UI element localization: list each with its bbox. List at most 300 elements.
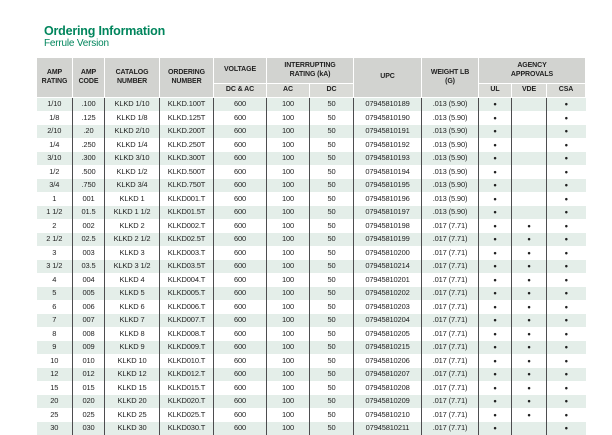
table-row: [37, 233, 586, 247]
ordering-number-cell: KLKD030.T: [160, 422, 214, 435]
vde-approval-cell: [512, 206, 547, 220]
vde-approval-cell: [512, 179, 547, 193]
ordering-number-cell: KLKD01.5T: [160, 206, 214, 220]
upc-cell: 07945810203: [354, 300, 422, 314]
interrupting-dc-cell: 50: [310, 219, 354, 233]
vde-approval-cell: [512, 111, 547, 125]
upc-cell: 07945810193: [354, 152, 422, 166]
interrupting-ac-cell: 100: [267, 233, 310, 247]
voltage-cell: 600: [214, 260, 267, 274]
catalog-number-cell: KLKD 20: [105, 395, 160, 409]
catalog-number-cell: KLKD 25: [105, 408, 160, 422]
interrupting-dc-cell: 50: [310, 98, 354, 112]
table-row: [37, 206, 586, 220]
csa-approval-cell: •: [547, 179, 586, 193]
col-header-weight: [422, 58, 479, 98]
upc-cell: 07945810189: [354, 98, 422, 112]
interrupting-dc-cell: 50: [310, 152, 354, 166]
amp-code-cell: 015: [73, 381, 105, 395]
amp-rating-cell: 8: [37, 327, 73, 341]
ul-approval-cell: •: [479, 287, 512, 301]
amp-rating-cell: 3/4: [37, 179, 73, 193]
voltage-cell: 600: [214, 219, 267, 233]
vde-approval-cell: [512, 165, 547, 179]
weight-cell: .017 (7.71): [422, 408, 479, 422]
catalog-number-cell: KLKD 9: [105, 341, 160, 355]
ordering-number-cell: KLKD001.T: [160, 192, 214, 206]
csa-approval-cell: •: [547, 206, 586, 220]
ordering-number-cell: KLKD010.T: [160, 354, 214, 368]
voltage-cell: 600: [214, 233, 267, 247]
table-row: [37, 260, 586, 274]
col-header-ordering-number-label: ORDERING NUMBER: [168, 69, 205, 85]
amp-code-cell: .300: [73, 152, 105, 166]
interrupting-ac-cell: 100: [267, 368, 310, 382]
upc-cell: 07945810208: [354, 381, 422, 395]
upc-cell: 07945810195: [354, 179, 422, 193]
ul-approval-cell: •: [479, 422, 512, 435]
interrupting-ac-cell: 100: [267, 138, 310, 152]
vde-approval-cell: [512, 138, 547, 152]
ul-approval-cell: •: [479, 273, 512, 287]
amp-code-cell: .125: [73, 111, 105, 125]
weight-cell: .017 (7.71): [422, 246, 479, 260]
weight-cell: .017 (7.71): [422, 273, 479, 287]
vde-approval-cell: [512, 192, 547, 206]
amp-code-cell: 020: [73, 395, 105, 409]
interrupting-dc-cell: 50: [310, 327, 354, 341]
weight-cell: .017 (7.71): [422, 422, 479, 435]
table-row: [37, 179, 586, 193]
subcol-header-dc-ac: DC & AC: [214, 84, 267, 98]
weight-cell: .017 (7.71): [422, 341, 479, 355]
voltage-cell: 600: [214, 354, 267, 368]
ul-approval-cell: •: [479, 219, 512, 233]
interrupting-dc-cell: 50: [310, 273, 354, 287]
subcol-header-vde: VDE: [512, 84, 547, 98]
vde-approval-cell: [512, 98, 547, 112]
amp-rating-cell: 7: [37, 314, 73, 328]
catalog-number-cell: KLKD 30: [105, 422, 160, 435]
weight-cell: .017 (7.71): [422, 233, 479, 247]
ordering-number-cell: KLKD025.T: [160, 408, 214, 422]
interrupting-dc-cell: 50: [310, 206, 354, 220]
amp-rating-cell: 1/10: [37, 98, 73, 112]
voltage-cell: 600: [214, 165, 267, 179]
ul-approval-cell: •: [479, 408, 512, 422]
interrupting-ac-cell: 100: [267, 341, 310, 355]
table-row: [37, 314, 586, 328]
voltage-cell: 600: [214, 179, 267, 193]
ordering-number-cell: KLKD020.T: [160, 395, 214, 409]
weight-cell: .013 (5.90): [422, 165, 479, 179]
col-header-amp-code-label: AMP CODE: [78, 69, 99, 85]
amp-code-cell: .250: [73, 138, 105, 152]
vde-approval-cell: •: [512, 381, 547, 395]
table-row: [37, 300, 586, 314]
catalog-number-cell: KLKD 2/10: [105, 125, 160, 139]
interrupting-dc-cell: 50: [310, 341, 354, 355]
interrupting-dc-cell: 50: [310, 408, 354, 422]
voltage-cell: 600: [214, 395, 267, 409]
weight-cell: .013 (5.90): [422, 206, 479, 220]
weight-cell: .017 (7.71): [422, 327, 479, 341]
voltage-cell: 600: [214, 368, 267, 382]
ordering-number-cell: KLKD.100T: [160, 98, 214, 112]
amp-code-cell: 006: [73, 300, 105, 314]
catalog-number-cell: KLKD 2: [105, 219, 160, 233]
catalog-number-cell: KLKD 8: [105, 327, 160, 341]
csa-approval-cell: •: [547, 165, 586, 179]
interrupting-ac-cell: 100: [267, 111, 310, 125]
ordering-number-cell: KLKD009.T: [160, 341, 214, 355]
ul-approval-cell: •: [479, 152, 512, 166]
vde-approval-cell: •: [512, 395, 547, 409]
vde-approval-cell: •: [512, 233, 547, 247]
upc-cell: 07945810206: [354, 354, 422, 368]
amp-code-cell: 003: [73, 246, 105, 260]
csa-approval-cell: •: [547, 152, 586, 166]
interrupting-ac-cell: 100: [267, 300, 310, 314]
table-row: [37, 327, 586, 341]
table-row: [37, 422, 586, 435]
catalog-number-cell: KLKD 10: [105, 354, 160, 368]
interrupting-ac-cell: 100: [267, 125, 310, 139]
amp-code-cell: 005: [73, 287, 105, 301]
catalog-number-cell: KLKD 2 1/2: [105, 233, 160, 247]
col-header-interrupting-rating-label: INTERRUPTING RATING (kA): [284, 62, 336, 78]
weight-cell: .013 (5.90): [422, 125, 479, 139]
amp-rating-cell: 10: [37, 354, 73, 368]
subcol-header-ul: UL: [479, 84, 512, 98]
voltage-cell: 600: [214, 152, 267, 166]
weight-cell: .017 (7.71): [422, 314, 479, 328]
vde-approval-cell: •: [512, 300, 547, 314]
amp-code-cell: 001: [73, 192, 105, 206]
voltage-cell: 600: [214, 98, 267, 112]
vde-approval-cell: •: [512, 260, 547, 274]
catalog-number-cell: KLKD 1/2: [105, 165, 160, 179]
interrupting-ac-cell: 100: [267, 165, 310, 179]
csa-approval-cell: •: [547, 138, 586, 152]
amp-code-cell: 010: [73, 354, 105, 368]
ul-approval-cell: •: [479, 111, 512, 125]
weight-cell: .013 (5.90): [422, 179, 479, 193]
amp-code-cell: 03.5: [73, 260, 105, 274]
csa-approval-cell: •: [547, 98, 586, 112]
amp-code-cell: 01.5: [73, 206, 105, 220]
amp-code-cell: 02.5: [73, 233, 105, 247]
col-header-upc: [354, 58, 422, 98]
weight-cell: .017 (7.71): [422, 219, 479, 233]
amp-code-cell: 002: [73, 219, 105, 233]
weight-cell: .013 (5.90): [422, 152, 479, 166]
upc-cell: 07945810214: [354, 260, 422, 274]
interrupting-ac-cell: 100: [267, 287, 310, 301]
amp-rating-cell: 12: [37, 368, 73, 382]
catalog-number-cell: KLKD 4: [105, 273, 160, 287]
csa-approval-cell: •: [547, 314, 586, 328]
amp-rating-cell: 3 1/2: [37, 260, 73, 274]
amp-rating-cell: 20: [37, 395, 73, 409]
interrupting-dc-cell: 50: [310, 125, 354, 139]
amp-rating-cell: 1/8: [37, 111, 73, 125]
interrupting-dc-cell: 50: [310, 233, 354, 247]
interrupting-dc-cell: 50: [310, 260, 354, 274]
table-row: [37, 354, 586, 368]
voltage-cell: 600: [214, 125, 267, 139]
upc-cell: 07945810200: [354, 246, 422, 260]
catalog-number-cell: KLKD 3/10: [105, 152, 160, 166]
col-header-interrupting-rating: [267, 58, 354, 84]
col-header-weight-label: WEIGHT LB (G): [430, 69, 470, 85]
table-row: [37, 111, 586, 125]
table-row: [37, 287, 586, 301]
catalog-number-cell: KLKD 1 1/2: [105, 206, 160, 220]
weight-cell: .013 (5.90): [422, 111, 479, 125]
interrupting-dc-cell: 50: [310, 368, 354, 382]
ul-approval-cell: •: [479, 368, 512, 382]
ul-approval-cell: •: [479, 179, 512, 193]
interrupting-dc-cell: 50: [310, 300, 354, 314]
vde-approval-cell: •: [512, 314, 547, 328]
amp-rating-cell: 5: [37, 287, 73, 301]
ordering-table: [36, 57, 586, 435]
csa-approval-cell: •: [547, 408, 586, 422]
amp-rating-cell: 3: [37, 246, 73, 260]
weight-cell: .017 (7.71): [422, 287, 479, 301]
voltage-cell: 600: [214, 408, 267, 422]
vde-approval-cell: [512, 125, 547, 139]
ul-approval-cell: •: [479, 327, 512, 341]
amp-rating-cell: 2/10: [37, 125, 73, 139]
interrupting-dc-cell: 50: [310, 111, 354, 125]
interrupting-dc-cell: 50: [310, 165, 354, 179]
upc-cell: 07945810210: [354, 408, 422, 422]
col-header-catalog-number-label: CATALOG NUMBER: [115, 69, 149, 85]
vde-approval-cell: •: [512, 368, 547, 382]
ul-approval-cell: •: [479, 206, 512, 220]
csa-approval-cell: •: [547, 273, 586, 287]
interrupting-ac-cell: 100: [267, 395, 310, 409]
ordering-number-cell: KLKD.750T: [160, 179, 214, 193]
catalog-number-cell: KLKD 5: [105, 287, 160, 301]
table-row: [37, 125, 586, 139]
amp-rating-cell: 6: [37, 300, 73, 314]
col-header-upc-label: UPC: [380, 73, 395, 81]
voltage-cell: 600: [214, 111, 267, 125]
upc-cell: 07945810201: [354, 273, 422, 287]
interrupting-ac-cell: 100: [267, 179, 310, 193]
col-header-ordering-number: [160, 58, 214, 98]
catalog-number-cell: KLKD 3 1/2: [105, 260, 160, 274]
ordering-number-cell: KLKD004.T: [160, 273, 214, 287]
csa-approval-cell: •: [547, 368, 586, 382]
vde-approval-cell: •: [512, 327, 547, 341]
amp-rating-cell: 1: [37, 192, 73, 206]
interrupting-dc-cell: 50: [310, 354, 354, 368]
upc-cell: 07945810215: [354, 341, 422, 355]
ordering-number-cell: KLKD.200T: [160, 125, 214, 139]
csa-approval-cell: •: [547, 192, 586, 206]
ordering-number-cell: KLKD008.T: [160, 327, 214, 341]
interrupting-dc-cell: 50: [310, 246, 354, 260]
catalog-number-cell: KLKD 12: [105, 368, 160, 382]
amp-code-cell: .750: [73, 179, 105, 193]
amp-code-cell: 012: [73, 368, 105, 382]
weight-cell: .017 (7.71): [422, 300, 479, 314]
amp-code-cell: .500: [73, 165, 105, 179]
ul-approval-cell: •: [479, 354, 512, 368]
amp-code-cell: 004: [73, 273, 105, 287]
csa-approval-cell: •: [547, 354, 586, 368]
interrupting-ac-cell: 100: [267, 327, 310, 341]
col-header-agency-approvals-label: AGENCY APPROVALS: [510, 62, 554, 78]
ul-approval-cell: •: [479, 381, 512, 395]
vde-approval-cell: •: [512, 273, 547, 287]
interrupting-ac-cell: 100: [267, 408, 310, 422]
voltage-cell: 600: [214, 300, 267, 314]
upc-cell: 07945810196: [354, 192, 422, 206]
ordering-number-cell: KLKD015.T: [160, 381, 214, 395]
vde-approval-cell: •: [512, 219, 547, 233]
ordering-number-cell: KLKD007.T: [160, 314, 214, 328]
interrupting-ac-cell: 100: [267, 354, 310, 368]
table-row: [37, 368, 586, 382]
voltage-cell: 600: [214, 192, 267, 206]
ul-approval-cell: •: [479, 260, 512, 274]
catalog-number-cell: KLKD 15: [105, 381, 160, 395]
catalog-number-cell: KLKD 1: [105, 192, 160, 206]
catalog-number-cell: KLKD 3/4: [105, 179, 160, 193]
csa-approval-cell: •: [547, 395, 586, 409]
weight-cell: .017 (7.71): [422, 260, 479, 274]
csa-approval-cell: •: [547, 327, 586, 341]
interrupting-dc-cell: 50: [310, 381, 354, 395]
amp-rating-cell: 25: [37, 408, 73, 422]
upc-cell: 07945810202: [354, 287, 422, 301]
amp-code-cell: .100: [73, 98, 105, 112]
col-header-agency-approvals: [479, 58, 586, 84]
ordering-number-cell: KLKD005.T: [160, 287, 214, 301]
weight-cell: .013 (5.90): [422, 138, 479, 152]
weight-cell: .017 (7.71): [422, 395, 479, 409]
ordering-number-cell: KLKD003.T: [160, 246, 214, 260]
amp-code-cell: 007: [73, 314, 105, 328]
weight-cell: .017 (7.71): [422, 354, 479, 368]
ordering-number-cell: KLKD.300T: [160, 152, 214, 166]
interrupting-ac-cell: 100: [267, 152, 310, 166]
voltage-cell: 600: [214, 246, 267, 260]
upc-cell: 07945810207: [354, 368, 422, 382]
ordering-number-cell: KLKD02.5T: [160, 233, 214, 247]
table-row: [37, 138, 586, 152]
interrupting-ac-cell: 100: [267, 219, 310, 233]
interrupting-dc-cell: 50: [310, 192, 354, 206]
amp-code-cell: 008: [73, 327, 105, 341]
vde-approval-cell: •: [512, 287, 547, 301]
vde-approval-cell: [512, 152, 547, 166]
upc-cell: 07945810199: [354, 233, 422, 247]
catalog-number-cell: KLKD 1/4: [105, 138, 160, 152]
interrupting-ac-cell: 100: [267, 192, 310, 206]
catalog-number-cell: KLKD 6: [105, 300, 160, 314]
voltage-cell: 600: [214, 273, 267, 287]
catalog-number-cell: KLKD 1/10: [105, 98, 160, 112]
table-row: [37, 152, 586, 166]
upc-cell: 07945810204: [354, 314, 422, 328]
amp-code-cell: .20: [73, 125, 105, 139]
voltage-cell: 600: [214, 314, 267, 328]
vde-approval-cell: •: [512, 246, 547, 260]
upc-cell: 07945810198: [354, 219, 422, 233]
catalog-number-cell: KLKD 7: [105, 314, 160, 328]
csa-approval-cell: •: [547, 287, 586, 301]
upc-cell: 07945810209: [354, 395, 422, 409]
csa-approval-cell: •: [547, 111, 586, 125]
table-row: [37, 192, 586, 206]
ul-approval-cell: •: [479, 314, 512, 328]
csa-approval-cell: •: [547, 300, 586, 314]
upc-cell: 07945810197: [354, 206, 422, 220]
interrupting-ac-cell: 100: [267, 260, 310, 274]
csa-approval-cell: •: [547, 125, 586, 139]
voltage-cell: 600: [214, 287, 267, 301]
amp-rating-cell: 30: [37, 422, 73, 435]
ordering-table-container: [36, 57, 585, 435]
col-header-amp-rating: [37, 58, 73, 98]
amp-rating-cell: 15: [37, 381, 73, 395]
ordering-number-cell: KLKD.500T: [160, 165, 214, 179]
amp-rating-cell: 1/4: [37, 138, 73, 152]
table-row: [37, 165, 586, 179]
csa-approval-cell: •: [547, 341, 586, 355]
weight-cell: .013 (5.90): [422, 98, 479, 112]
table-body: [37, 98, 586, 435]
ul-approval-cell: •: [479, 98, 512, 112]
table-row: [37, 395, 586, 409]
interrupting-ac-cell: 100: [267, 206, 310, 220]
vde-approval-cell: •: [512, 341, 547, 355]
upc-cell: 07945810192: [354, 138, 422, 152]
interrupting-ac-cell: 100: [267, 314, 310, 328]
table-header: [37, 58, 586, 98]
vde-approval-cell: •: [512, 354, 547, 368]
ul-approval-cell: •: [479, 125, 512, 139]
amp-rating-cell: 2: [37, 219, 73, 233]
voltage-cell: 600: [214, 381, 267, 395]
weight-cell: .017 (7.71): [422, 381, 479, 395]
voltage-cell: 600: [214, 341, 267, 355]
interrupting-ac-cell: 100: [267, 422, 310, 435]
col-header-voltage-label: VOLTAGE: [223, 66, 257, 74]
ul-approval-cell: •: [479, 192, 512, 206]
col-header-catalog-number: [105, 58, 160, 98]
ordering-number-cell: KLKD002.T: [160, 219, 214, 233]
ul-approval-cell: •: [479, 165, 512, 179]
table-row: [37, 273, 586, 287]
interrupting-dc-cell: 50: [310, 395, 354, 409]
voltage-cell: 600: [214, 138, 267, 152]
voltage-cell: 600: [214, 327, 267, 341]
interrupting-dc-cell: 50: [310, 287, 354, 301]
table-row: [37, 381, 586, 395]
subcol-header-dc: DC: [310, 84, 354, 98]
ordering-number-cell: KLKD012.T: [160, 368, 214, 382]
interrupting-ac-cell: 100: [267, 98, 310, 112]
table-row: [37, 408, 586, 422]
catalog-number-cell: KLKD 3: [105, 246, 160, 260]
